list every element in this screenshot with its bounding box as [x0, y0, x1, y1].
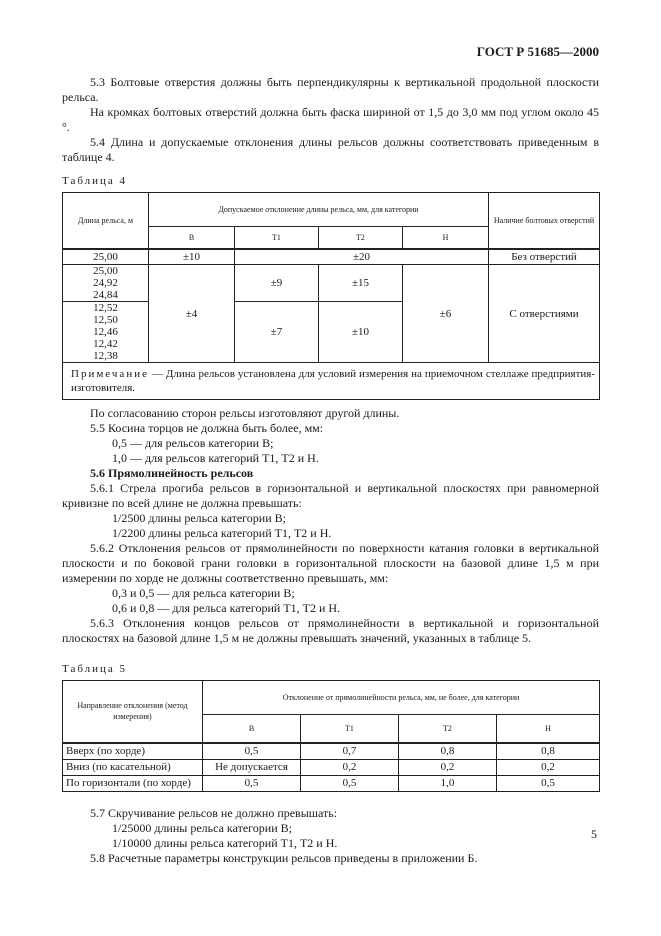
table-4-length: 24,84: [93, 289, 118, 301]
list-item: 0,5 — для рельсов категории В;: [112, 436, 274, 450]
table-4-header-cat-t1: Т1: [235, 227, 319, 249]
table-5-cell: Не допускается: [203, 759, 301, 775]
paragraph-other-length: По согласованию сторон рельсы изготовляют другой длины.: [90, 406, 400, 420]
table-5-header-cat-t2: Т2: [399, 715, 497, 743]
table-4-header-cat-b: В: [149, 227, 235, 249]
table-5-direction: Вверх (по хорде): [63, 743, 203, 760]
table-row: [63, 775, 600, 791]
table-5-header-deviation: Отклонение от прямолинейности рельса, мм, не более, для категории: [203, 681, 600, 715]
table-5-cell: 0,8: [399, 743, 497, 760]
table-5-header-cat-b: В: [203, 715, 301, 743]
table-5-cell: 0,7: [301, 743, 399, 760]
page-number: 5: [591, 827, 597, 841]
table-4-length-list: [63, 265, 149, 302]
table-4-cell: ±9: [235, 265, 319, 302]
table-4-header-cat-n: Н: [403, 227, 489, 249]
table-4-length: 12,46: [93, 326, 118, 338]
table-4-cell: С отверстиями: [489, 265, 600, 363]
table-4-length: 24,92: [93, 277, 118, 289]
table-5-cell: 0,5: [203, 743, 301, 760]
table-4-header-deviation: Допускаемое отклонение длины рельса, мм, для категории: [149, 193, 489, 227]
table-4-note-text: — Длина рельсов установлена для условий измерения на приемочном стеллаже предприятия-изготовителя.: [71, 368, 596, 394]
table-5-direction: По горизонтали (по хорде): [63, 775, 203, 791]
paragraph-5-8: 5.8 Расчетные параметры конструкции рельсов приведены в приложении Б.: [90, 850, 478, 865]
list-item: 1/10000 длины рельса категорий Т1, Т2 и Н.: [112, 835, 338, 850]
list-item: 1/2200 длины рельса категорий Т1, Т2 и Н.: [112, 526, 332, 540]
table-row: [63, 743, 600, 760]
table-5: [62, 680, 600, 792]
table-5-cell: 0,2: [301, 759, 399, 775]
table-4-header-cat-t2: Т2: [319, 227, 403, 249]
table-5-cell: 0,2: [497, 759, 600, 775]
table-4-cell: ±15: [319, 265, 403, 302]
section-heading-5-6: 5.6 Прямолинейность рельсов: [90, 466, 254, 480]
table-4-note: [63, 363, 600, 400]
table-4-length: 12,52: [93, 302, 118, 314]
table-4-note-label: Примечание: [71, 368, 149, 380]
table-4-caption: Таблица 4: [62, 175, 128, 187]
table-4-length-list: [63, 302, 149, 363]
table-4-cell: ±7: [235, 302, 319, 363]
paragraph-5-4: 5.4 Длина и допускаемые отклонения длины рельсов должны соответствовать приведенным в таблице 4.: [62, 135, 599, 164]
table-4-length: 12,38: [93, 350, 118, 362]
list-item: 0,3 и 0,5 — для рельса категории В;: [112, 586, 295, 600]
table-5-cell: 0,2: [399, 759, 497, 775]
table-5-cell: 0,5: [301, 775, 399, 791]
list-item: 1/25000 длины рельса категории В;: [112, 820, 292, 835]
table-5-header-direction: Направление отклонения (метод измерения): [63, 681, 203, 743]
table-4-cell: ±10: [319, 302, 403, 363]
paragraph-5-3: 5.3 Болтовые отверстия должны быть перпендикулярны к вертикальной продольной плоскости рельса.: [62, 75, 599, 104]
table-4-cell: ±10: [149, 249, 235, 265]
table-4-cell: ±6: [403, 265, 489, 363]
table-4-length: 12,50: [93, 314, 118, 326]
table-5-cell: 0,5: [203, 775, 301, 791]
table-5-header-cat-t1: Т1: [301, 715, 399, 743]
table-4-cell: 25,00: [63, 249, 149, 265]
table-5-header-cat-n: Н: [497, 715, 600, 743]
paragraph-5-7: 5.7 Скручивание рельсов не должно превышать:: [90, 805, 338, 820]
table-4-cell: Без отверстий: [489, 249, 600, 265]
list-item: 1,0 — для рельсов категорий Т1, Т2 и Н.: [112, 451, 319, 465]
table-4-length: 12,42: [93, 338, 118, 350]
document-header: ГОСТ Р 51685—2000: [476, 44, 599, 59]
table-4-header-length: Длина рельса, м: [63, 193, 149, 249]
paragraph-5-5: 5.5 Косина торцов не должна быть более, мм:: [90, 421, 324, 435]
table-5-caption: Таблица 5: [62, 663, 128, 675]
table-4-length: 25,00: [93, 265, 118, 277]
paragraph-5-3-chamfer: На кромках болтовых отверстий должна быть фаска шириной от 1,5 до 3,0 мм под углом около 45 °.: [62, 105, 599, 134]
table-5-cell: 0,8: [497, 743, 600, 760]
table-row: [63, 759, 600, 775]
table-4-cell: ±4: [149, 265, 235, 363]
list-item: 0,6 и 0,8 — для рельса категорий Т1, Т2 и Н.: [112, 601, 341, 615]
paragraph-5-6-1: 5.6.1 Стрела прогиба рельсов в горизонтальной и вертикальной плоскостях при равномерной кривизне по всей длине не должна превышать:: [62, 481, 599, 510]
table-5-cell: 0,5: [497, 775, 600, 791]
paragraph-5-6-3: 5.6.3 Отклонения концов рельсов от прямолинейности в вертикальной и горизонтальной плоскостях на базовой длине 1,5 м не должны превышать значений, указанных в таблице 5.: [62, 616, 599, 645]
table-4-cell: ±20: [235, 249, 489, 265]
list-item: 1/2500 длины рельса категории В;: [112, 511, 286, 525]
table-5-cell: 1,0: [399, 775, 497, 791]
table-4-header-holes: Наличие болтовых отверстий: [489, 193, 600, 249]
paragraph-5-6-2: 5.6.2 Отклонения рельсов от прямолинейности по поверхности катания головки в вертикальной плоскости и по боковой грани головки в горизонтальной плоскости на базовой длине 1,5 м при измерении по хорде не должны соответственно превышать, мм:: [62, 541, 599, 585]
table-5-direction: Вниз (по касательной): [63, 759, 203, 775]
table-4: [62, 192, 600, 400]
